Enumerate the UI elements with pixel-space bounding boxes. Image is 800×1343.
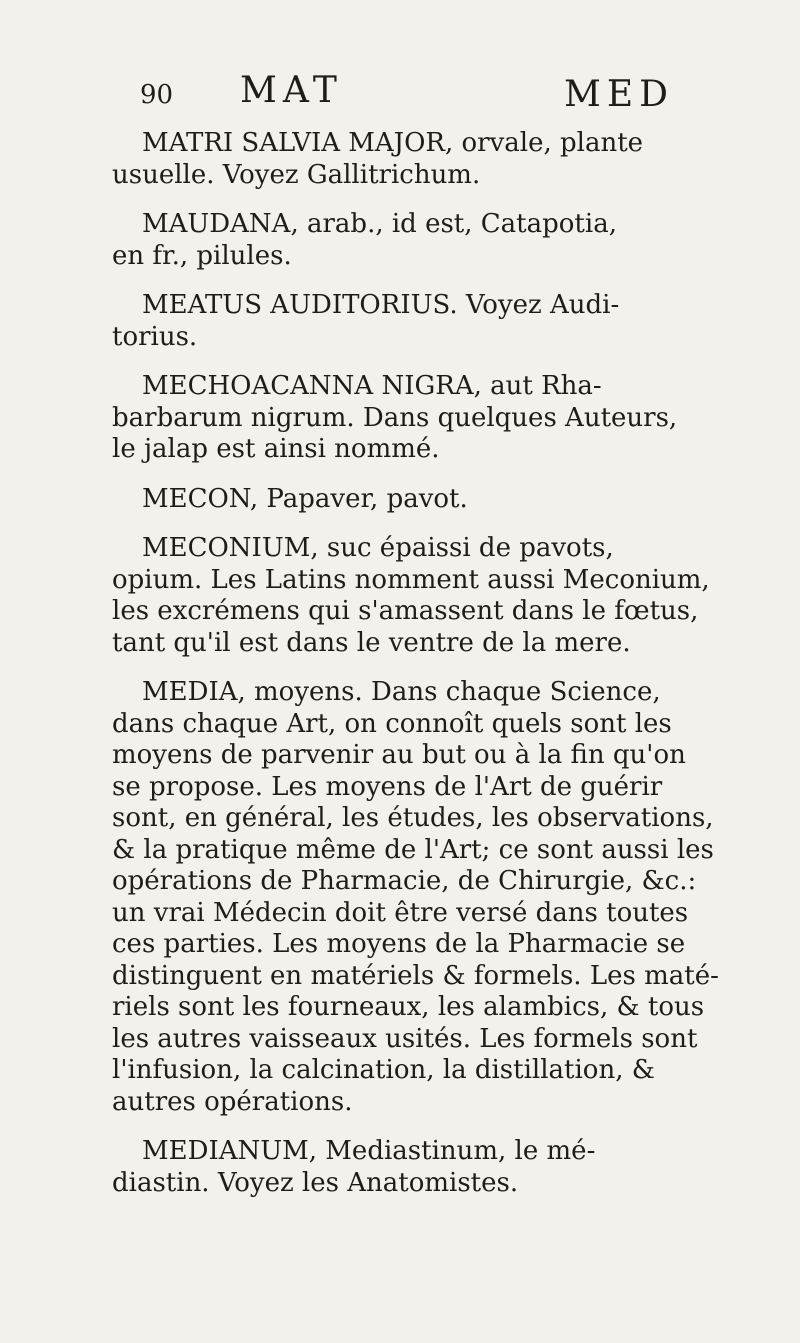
entry-line: autres opérations. [112, 1086, 353, 1117]
entry-line: les excrémens qui s'amassent dans le fœtus, [112, 596, 699, 626]
entry-line: MECON, Papaver, pavot. [142, 483, 468, 514]
running-header [112, 70, 762, 120]
entry-matri-salvia [112, 128, 762, 191]
entry-line: opérations de Pharmacie, de Chirurgie, &c.: [112, 866, 697, 896]
entry-line: sont, en général, les études, les observations, [112, 803, 714, 833]
entry-line: un vrai Médecin doit être versé dans toutes [112, 897, 689, 928]
entry-line: tant qu'il est dans le ventre de la mere. [112, 627, 631, 658]
entry-line: diastin. Voyez les Anatomistes. [112, 1167, 519, 1198]
entry-line: en fr., pilules. [112, 240, 292, 271]
page-number: 90 [140, 80, 174, 110]
entry-line: MEATUS AUDITORIUS. Voyez Audi- [142, 290, 620, 320]
running-head-right: MED [564, 74, 675, 115]
entry-line: opium. Les Latins nomment aussi Meconium, [112, 564, 710, 595]
entry-line: riels sont les fourneaux, les alambics, & tous [112, 992, 705, 1022]
entry-line: dans chaque Art, on connoît quels sont les [112, 708, 672, 739]
entry-line: MECONIUM, suc épaissi de pavots, [142, 533, 614, 563]
entry-line: barbarum nigrum. Dans quelques Auteurs, [112, 402, 678, 433]
entry-line: torius. [112, 321, 198, 352]
entry-line: se propose. Les moyens de l'Art de guérir [112, 771, 663, 802]
entry-line: & la pratique même de l'Art; ce sont aussi les [112, 834, 714, 865]
entry-meatus-auditorius [112, 290, 762, 353]
entry-line: MECHOACANNA NIGRA, aut Rha- [142, 371, 602, 401]
entry-line: usuelle. Voyez Gallitrichum. [112, 159, 481, 190]
entry-line: l'infusion, la calcination, la distillation, & [112, 1055, 655, 1085]
entry-line: MAUDANA, arab., id est, Catapotia, [142, 209, 617, 239]
book-page [112, 70, 762, 1217]
entry-line: moyens de parvenir au but ou à la fin qu'on [112, 740, 686, 770]
entry-line: distinguent en matériels & formels. Les maté- [112, 960, 719, 991]
running-head-left: MAT [240, 70, 343, 111]
entry-mechoacanna [112, 371, 762, 466]
entry-meconium [112, 533, 762, 659]
entry-mecon [112, 484, 762, 516]
entry-line: MATRI SALVIA MAJOR, orvale, plante [142, 128, 644, 158]
entry-medianum [112, 1136, 762, 1199]
entry-line: MEDIANUM, Mediastinum, le mé- [142, 1136, 596, 1166]
dictionary-entries [112, 128, 762, 1199]
entry-media [112, 677, 762, 1118]
entry-line: les autres vaisseaux usités. Les formels sont [112, 1023, 698, 1054]
entry-maudana [112, 209, 762, 272]
entry-line: MEDIA, moyens. Dans chaque Science, [142, 677, 661, 707]
entry-line: le jalap est ainsi nommé. [112, 434, 440, 464]
entry-line: ces parties. Les moyens de la Pharmacie se [112, 929, 686, 959]
